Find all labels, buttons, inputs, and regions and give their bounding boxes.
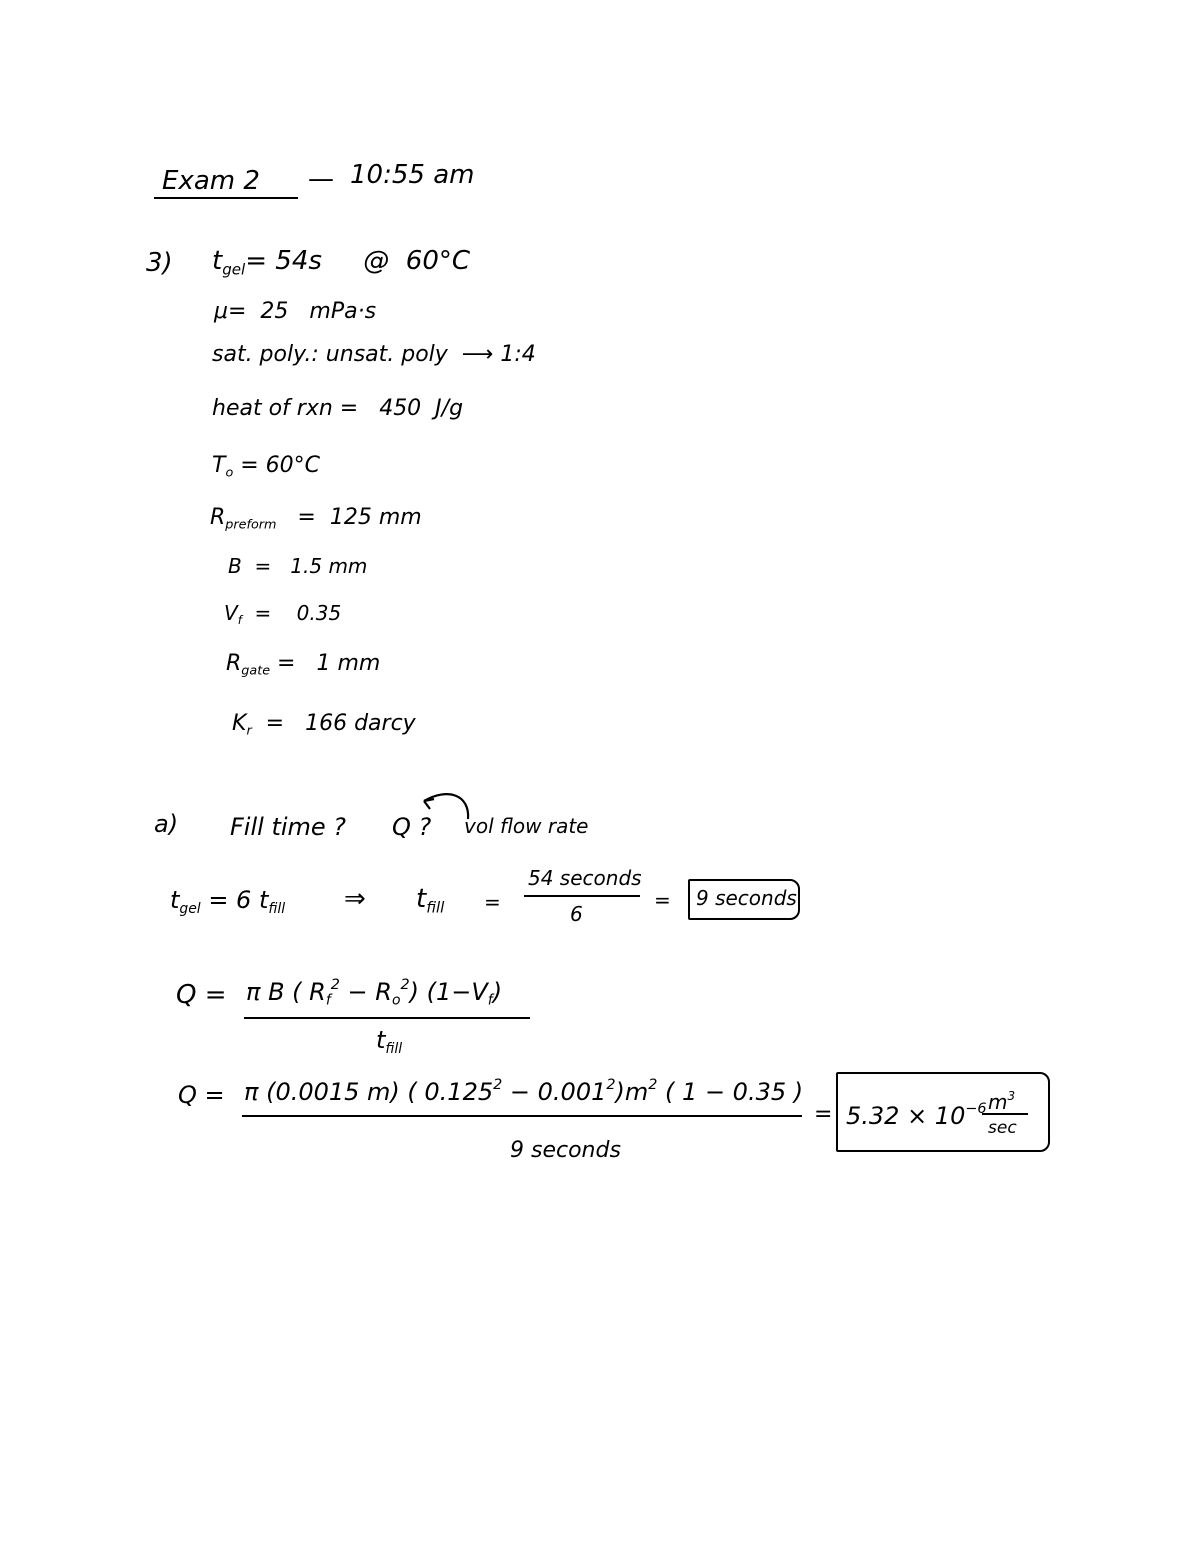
given-poly-ratio <box>212 344 536 366</box>
eq2-num-close: ) <box>492 977 503 1006</box>
part-a-q-symbol: Q ? <box>392 813 432 841</box>
eq2-denominator <box>376 1028 402 1057</box>
eq1-implies: ⇒ <box>344 884 366 914</box>
eq3-num-d: ( 1 − 0.35 ) <box>657 1077 804 1106</box>
given-kr <box>232 713 416 738</box>
eq3-answer-unit-exp: 3 <box>1007 1089 1016 1103</box>
given-viscosity-value: = 25 mPa·s <box>228 299 377 324</box>
given-b-value: = 1.5 mm <box>241 554 368 578</box>
eq3-num-b: − 0.001 <box>502 1077 607 1106</box>
curved-arrow-icon <box>410 783 480 823</box>
given-temperature-sub: o <box>225 465 234 481</box>
given-tgel-value: = 54s @ 60°C <box>245 246 471 276</box>
given-temperature-value: = 60°C <box>233 453 321 478</box>
given-vf-sub: f <box>237 613 242 628</box>
given-vf <box>224 603 341 627</box>
given-r-preform-name: R <box>210 505 226 530</box>
eq2-num-a: π B ( R <box>246 977 326 1006</box>
title-underline <box>154 197 298 199</box>
given-r-gate-value: = 1 mm <box>270 651 381 676</box>
eq1-tfill-sub: fill <box>426 898 445 917</box>
eq3-answer-unit-bar <box>982 1113 1028 1115</box>
eq2-den-sub: fill <box>385 1040 403 1057</box>
given-kr-value: = 166 darcy <box>251 711 416 736</box>
eq3-fraction-bar <box>242 1115 802 1117</box>
eq1-middle-sub: fill <box>268 900 286 917</box>
eq3-equals: = <box>814 1102 833 1127</box>
given-heat-rxn <box>212 398 463 420</box>
given-viscosity-name: μ <box>214 299 228 324</box>
given-b <box>228 556 367 576</box>
given-vf-value: = 0.35 <box>241 601 342 625</box>
eq2-num-end: ) (1−V <box>409 977 488 1006</box>
eq3-num-sq-3: 2 <box>648 1077 658 1093</box>
given-r-gate-name: R <box>226 651 242 676</box>
part-a-question: Fill time ? <box>230 813 347 841</box>
given-r-preform-sub: preform <box>225 517 277 533</box>
part-a-q-note: vol flow rate <box>464 814 589 838</box>
eq3-denominator: 9 seconds <box>510 1138 621 1163</box>
eq2-num-sub-vf: f <box>487 992 493 1009</box>
eq2-num-sq-2: 2 <box>400 977 410 993</box>
eq1-fraction-bar <box>524 895 640 897</box>
given-b-name: B <box>228 554 242 578</box>
problem-number: 3) <box>146 248 173 278</box>
eq1-lhs-t: t <box>170 886 180 914</box>
eq1-tfill-t: t <box>416 884 427 914</box>
eq1-middle: = 6 t <box>208 886 269 914</box>
given-r-gate <box>226 653 380 678</box>
eq2-num-sq-1: 2 <box>330 977 340 993</box>
eq3-answer-mantissa: 5.32 × 10 <box>846 1101 966 1130</box>
exam-title: Exam 2 <box>162 166 260 196</box>
eq2-numerator <box>246 978 502 1009</box>
given-r-gate-sub: gate <box>241 663 271 679</box>
eq3-answer-unit-m: m <box>988 1090 1008 1114</box>
eq2-lhs: Q = <box>176 980 227 1010</box>
exam-time: 10:55 am <box>350 160 475 190</box>
eq1-lhs-sub: gel <box>179 900 201 917</box>
eq1-equals: = <box>484 890 501 914</box>
eq1-lhs <box>170 888 285 917</box>
eq3-answer-unit-den: sec <box>988 1118 1017 1138</box>
given-r-preform <box>210 507 422 532</box>
eq1-denominator: 6 <box>570 902 583 926</box>
eq1-numerator: 54 seconds <box>528 866 642 890</box>
eq1-tfill <box>416 886 444 915</box>
eq3-answer <box>846 1102 987 1128</box>
eq1-equals2: = <box>654 888 671 912</box>
eq2-num-sub-o: o <box>391 992 401 1009</box>
eq3-num-sq-1: 2 <box>493 1077 503 1093</box>
given-kr-sub: r <box>246 723 252 739</box>
eq3-answer-exp: −6 <box>965 1101 987 1117</box>
given-heat-rxn-text: heat of rxn = 450 J/g <box>212 396 464 421</box>
eq3-lhs: Q = <box>178 1081 225 1109</box>
eq2-den-t: t <box>376 1026 386 1054</box>
given-tgel <box>212 248 470 277</box>
title-dash: — <box>308 164 334 194</box>
eq3-num-sq-2: 2 <box>606 1077 616 1093</box>
given-kr-name: K <box>232 711 247 736</box>
given-poly-ratio-text: sat. poly.: unsat. poly ⟶ 1:4 <box>212 342 536 367</box>
given-tgel-sub: gel <box>222 260 246 279</box>
given-viscosity <box>214 301 376 323</box>
eq3-answer-unit-num <box>988 1090 1015 1112</box>
eq3-numerator <box>244 1078 803 1104</box>
given-temperature-name: T <box>212 453 226 478</box>
given-vf-name: V <box>224 601 238 625</box>
eq3-num-a: π (0.0015 m) ( 0.125 <box>244 1077 494 1106</box>
given-tgel-name: t <box>212 246 223 276</box>
eq3-num-c: )m <box>615 1077 649 1106</box>
eq2-fraction-bar <box>244 1017 530 1019</box>
eq1-answer: 9 seconds <box>696 886 797 910</box>
eq2-num-mid: − R <box>339 977 392 1006</box>
given-r-preform-value: = 125 mm <box>276 505 422 530</box>
given-temperature <box>212 455 320 480</box>
eq2-num-sub-f: f <box>325 992 331 1009</box>
part-a-label: a) <box>154 810 179 838</box>
